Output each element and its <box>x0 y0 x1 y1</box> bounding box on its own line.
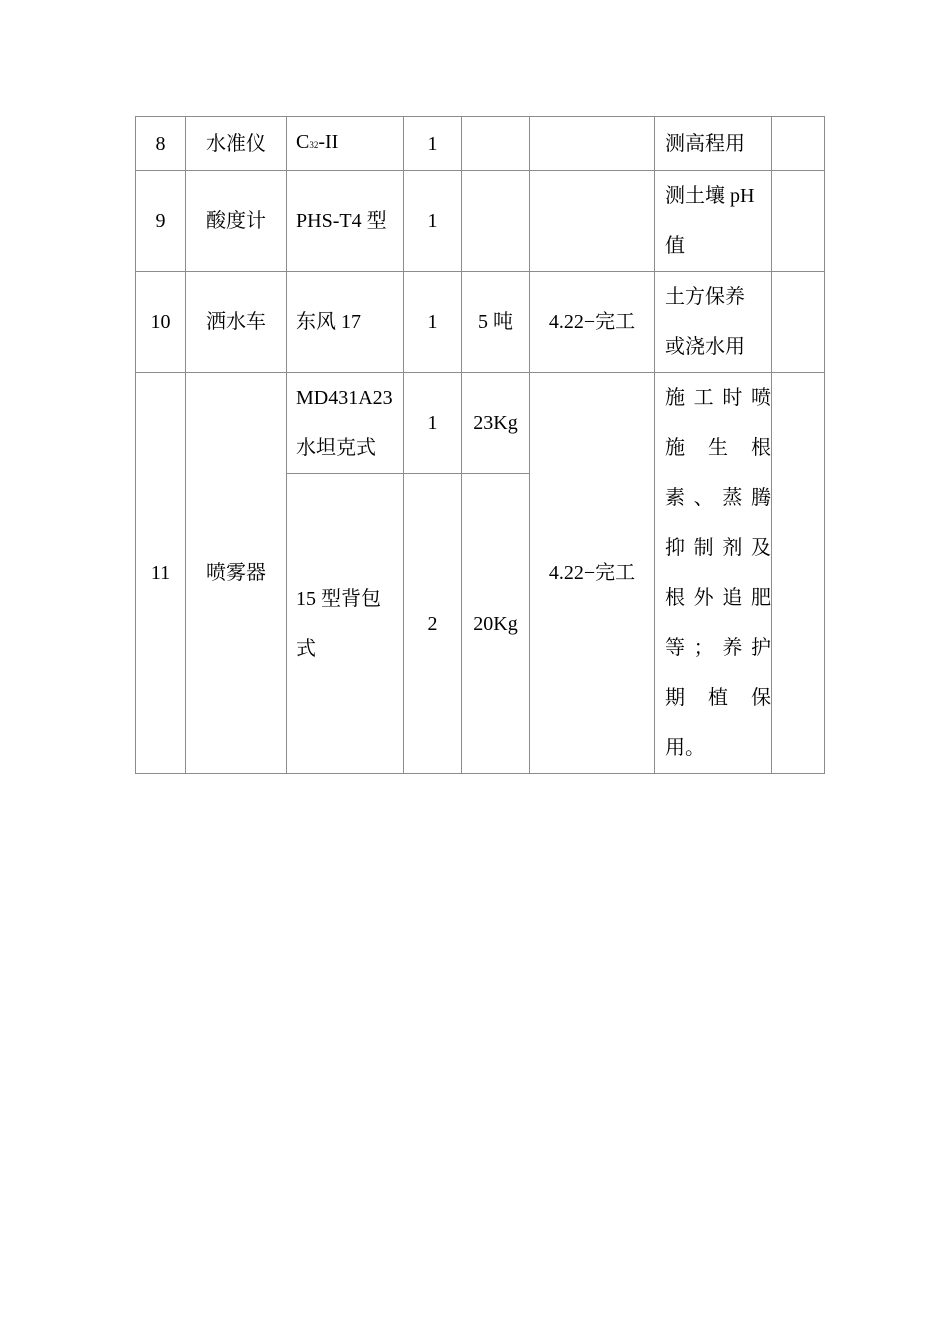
table-row <box>136 373 825 474</box>
spec: 20Kg <box>462 474 530 774</box>
usage-note: 测高程用 <box>655 117 772 171</box>
remarks <box>772 373 825 774</box>
equipment-model: MD431A23 水坦克式 <box>287 373 404 474</box>
period <box>530 171 655 272</box>
table-row <box>136 171 825 272</box>
quantity: 2 <box>404 474 462 774</box>
row-number: 9 <box>136 171 186 272</box>
row-number: 10 <box>136 272 186 373</box>
usage-note: 土方保养 或浇水用 <box>655 272 772 373</box>
spec: 23Kg <box>462 373 530 474</box>
equipment-model: PHS-T4 型 <box>287 171 404 272</box>
equipment-name: 酸度计 <box>186 171 287 272</box>
usage-note: 测土壤 pH 值 <box>655 171 772 272</box>
period: 4.22−完工 <box>530 373 655 774</box>
quantity: 1 <box>404 373 462 474</box>
quantity: 1 <box>404 272 462 373</box>
equipment-model: C32-II <box>287 117 404 171</box>
spec <box>462 117 530 171</box>
remarks <box>772 117 825 171</box>
quantity: 1 <box>404 117 462 171</box>
spec <box>462 171 530 272</box>
equipment-model: 15 型背包 式 <box>287 474 404 774</box>
equipment-name: 水准仪 <box>186 117 287 171</box>
spec: 5 吨 <box>462 272 530 373</box>
table-row <box>136 272 825 373</box>
table-row <box>136 117 825 171</box>
period: 4.22−完工 <box>530 272 655 373</box>
equipment-name: 喷雾器 <box>186 373 287 774</box>
remarks <box>772 272 825 373</box>
row-number: 8 <box>136 117 186 171</box>
quantity: 1 <box>404 171 462 272</box>
usage-note: 施工时喷 施 生 根 素、蒸腾 抑制剂及 根外追肥 等；养护 期 植 保 用。 <box>655 373 772 774</box>
remarks <box>772 171 825 272</box>
equipment-model: 东风 17 <box>287 272 404 373</box>
row-number: 11 <box>136 373 186 774</box>
equipment-table <box>135 116 825 774</box>
period <box>530 117 655 171</box>
equipment-name: 洒水车 <box>186 272 287 373</box>
